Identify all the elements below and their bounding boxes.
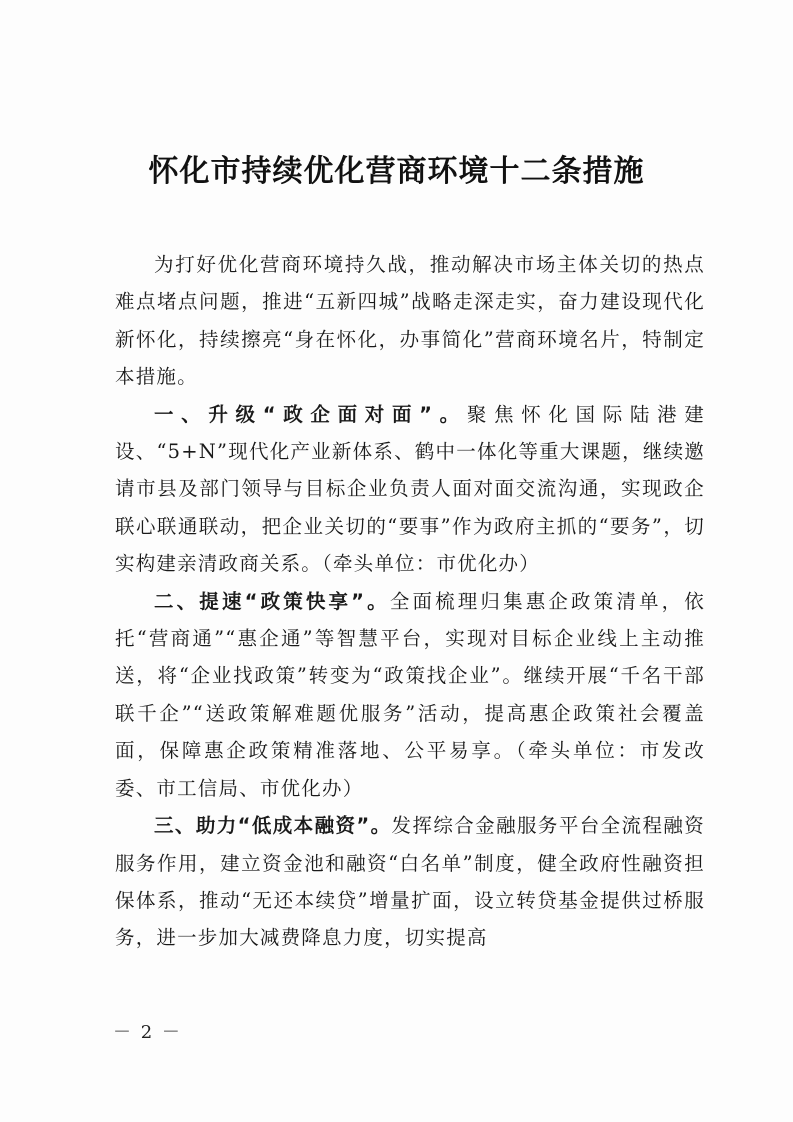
measure-paragraph-3 xyxy=(115,807,705,957)
measure-heading-2: 二、提速“政策快享”。 xyxy=(154,589,390,613)
measure-heading-1: 一、升级“政企面对面”。 xyxy=(154,402,467,426)
measure-paragraph-2 xyxy=(115,583,705,807)
page-number: － 2 － xyxy=(113,1022,182,1043)
document-title: 怀化市持续优化营商环境十二条措施 xyxy=(148,154,645,189)
measure-text-3: 发挥综合金融服务平台全流程融资服务作用，建立资金池和融资“白名单”制度，健全政府性融资担保体系，推动“无还本续贷”增量扩面，设立转贷基金提供过桥服务，进一步加大减费降息力度，切实提高 xyxy=(115,814,705,950)
document-body xyxy=(115,246,705,957)
intro-paragraph: 为打好优化营商环境持久战，推动解决市场主体关切的热点难点堵点问题，推进“五新四城”战略走深走实，奋力建设现代化新怀化，持续擦亮“身在怀化，办事简化”营商环境名片，特制定本措施。 xyxy=(115,253,705,389)
measure-text-1: 聚焦怀化国际陆港建设、“5+N”现代化产业新体系、鹤中一体化等重大课题，继续邀请市县及部门领导与目标企业负责人面对面交流沟通，实现政企联心联通联动，把企业关切的“要事”作为政府主抓的“要务”，切实构建亲清政商关系。（牵头单位：市优化办） xyxy=(115,402,705,576)
measure-heading-3: 三、助力“低成本融资”。 xyxy=(154,814,392,838)
measure-paragraph-1 xyxy=(115,396,705,583)
measure-text-2: 全面梳理归集惠企政策清单，依托“营商通”“惠企通”等智慧平台，实现对目标企业线上主动推送，将“企业找政策”转变为“政策找企业”。继续开展“千名干部联千企”“送政策解难题优服务”活动，提高惠企政策社会覆盖面，保障惠企政策精准落地、公平易享。（牵头单位：市发改委、市工信局、市优化办） xyxy=(115,589,705,800)
